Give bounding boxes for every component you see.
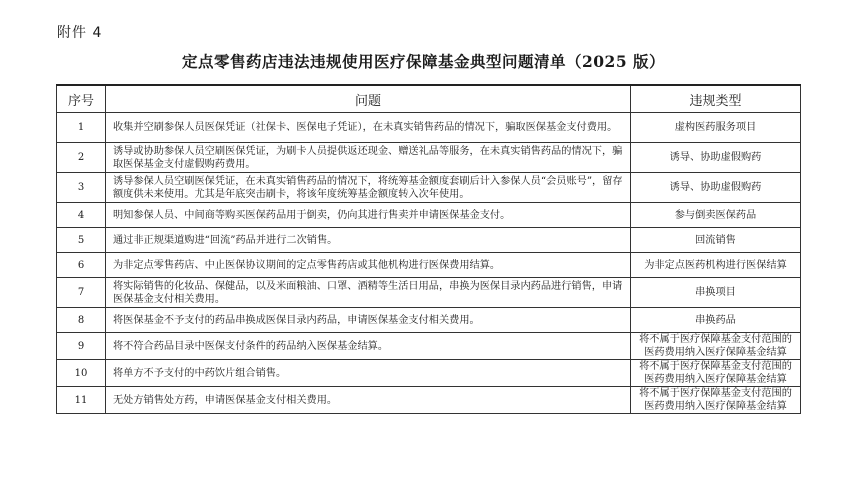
row-issue: 将医保基金不予支付的药品串换成医保目录内药品，申请医保基金支付相关费用。: [106, 308, 631, 333]
table-row: [57, 278, 801, 308]
table-row: [57, 113, 801, 143]
row-number: 6: [57, 253, 106, 278]
row-issue: 诱导参保人员空刷医保凭证，在未真实销售药品的情况下，将统筹基金额度套刷后计入参保人员“会员账号”，留存额度供未来使用。尤其是年底突击刷卡，将该年度统筹基金额度转入次年使用。: [106, 173, 631, 203]
row-issue: 将实际销售的化妆品、保健品，以及米面粮油、口罩、酒精等生活日用品，串换为医保目录内药品进行销售，申请医保基金支付相关费用。: [106, 278, 631, 308]
row-number: 1: [57, 113, 106, 143]
row-issue: 诱导或协助参保人员空刷医保凭证，为刷卡人员提供返还现金、赠送礼品等服务，在未真实销售药品的情况下，骗取医保基金支付虚假购药费用。: [106, 143, 631, 173]
row-violation-type: 诱导、协助虚假购药: [631, 173, 801, 203]
row-violation-type: 将不属于医疗保障基金支付范围的医药费用纳入医疗保障基金结算: [631, 360, 801, 387]
table-row: [57, 387, 801, 414]
table-header-row: [57, 85, 801, 113]
table-row: [57, 333, 801, 360]
row-number: 4: [57, 203, 106, 228]
row-issue: 将不符合药品目录中医保支付条件的药品纳入医保基金结算。: [106, 333, 631, 360]
document-title: 定点零售药店违法违规使用医疗保障基金典型问题清单（2025 版）: [181, 52, 666, 71]
row-number: 7: [57, 278, 106, 308]
column-header-number: 序号: [57, 85, 106, 113]
row-violation-type: 串换药品: [631, 308, 801, 333]
row-issue: 为非定点零售药店、中止医保协议期间的定点零售药店或其他机构进行医保费用结算。: [106, 253, 631, 278]
row-number: 2: [57, 143, 106, 173]
row-issue: 将单方不予支付的中药饮片组合销售。: [106, 360, 631, 387]
table-row: [57, 143, 801, 173]
table-row: [57, 308, 801, 333]
table-row: [57, 360, 801, 387]
row-violation-type: 诱导、协助虚假购药: [631, 143, 801, 173]
table-row: [57, 173, 801, 203]
row-violation-type: 回流销售: [631, 228, 801, 253]
row-number: 5: [57, 228, 106, 253]
row-violation-type: 将不属于医疗保障基金支付范围的医药费用纳入医疗保障基金结算: [631, 387, 801, 414]
issues-table: [56, 84, 801, 414]
column-header-issue: 问题: [106, 85, 631, 113]
attachment-label: 附件 4: [57, 25, 103, 41]
row-violation-type: 为非定点医药机构进行医保结算: [631, 253, 801, 278]
column-header-violation-type: 违规类型: [631, 85, 801, 113]
row-number: 11: [57, 387, 106, 414]
row-issue: 收集并空刷参保人员医保凭证（社保卡、医保电子凭证），在未真实销售药品的情况下，骗取医保基金支付费用。: [106, 113, 631, 143]
table-row: [57, 203, 801, 228]
row-violation-type: 虚构医药服务项目: [631, 113, 801, 143]
row-issue: 明知参保人员、中间商等购买医保药品用于倒卖，仍向其进行售卖并申请医保基金支付。: [106, 203, 631, 228]
row-violation-type: 将不属于医疗保障基金支付范围的医药费用纳入医疗保障基金结算: [631, 333, 801, 360]
row-number: 10: [57, 360, 106, 387]
row-violation-type: 串换项目: [631, 278, 801, 308]
row-number: 3: [57, 173, 106, 203]
row-issue: 通过非正规渠道购进“回流”药品并进行二次销售。: [106, 228, 631, 253]
row-number: 8: [57, 308, 106, 333]
table-row: [57, 228, 801, 253]
row-issue: 无处方销售处方药，申请医保基金支付相关费用。: [106, 387, 631, 414]
row-violation-type: 参与倒卖医保药品: [631, 203, 801, 228]
row-number: 9: [57, 333, 106, 360]
table-row: [57, 253, 801, 278]
